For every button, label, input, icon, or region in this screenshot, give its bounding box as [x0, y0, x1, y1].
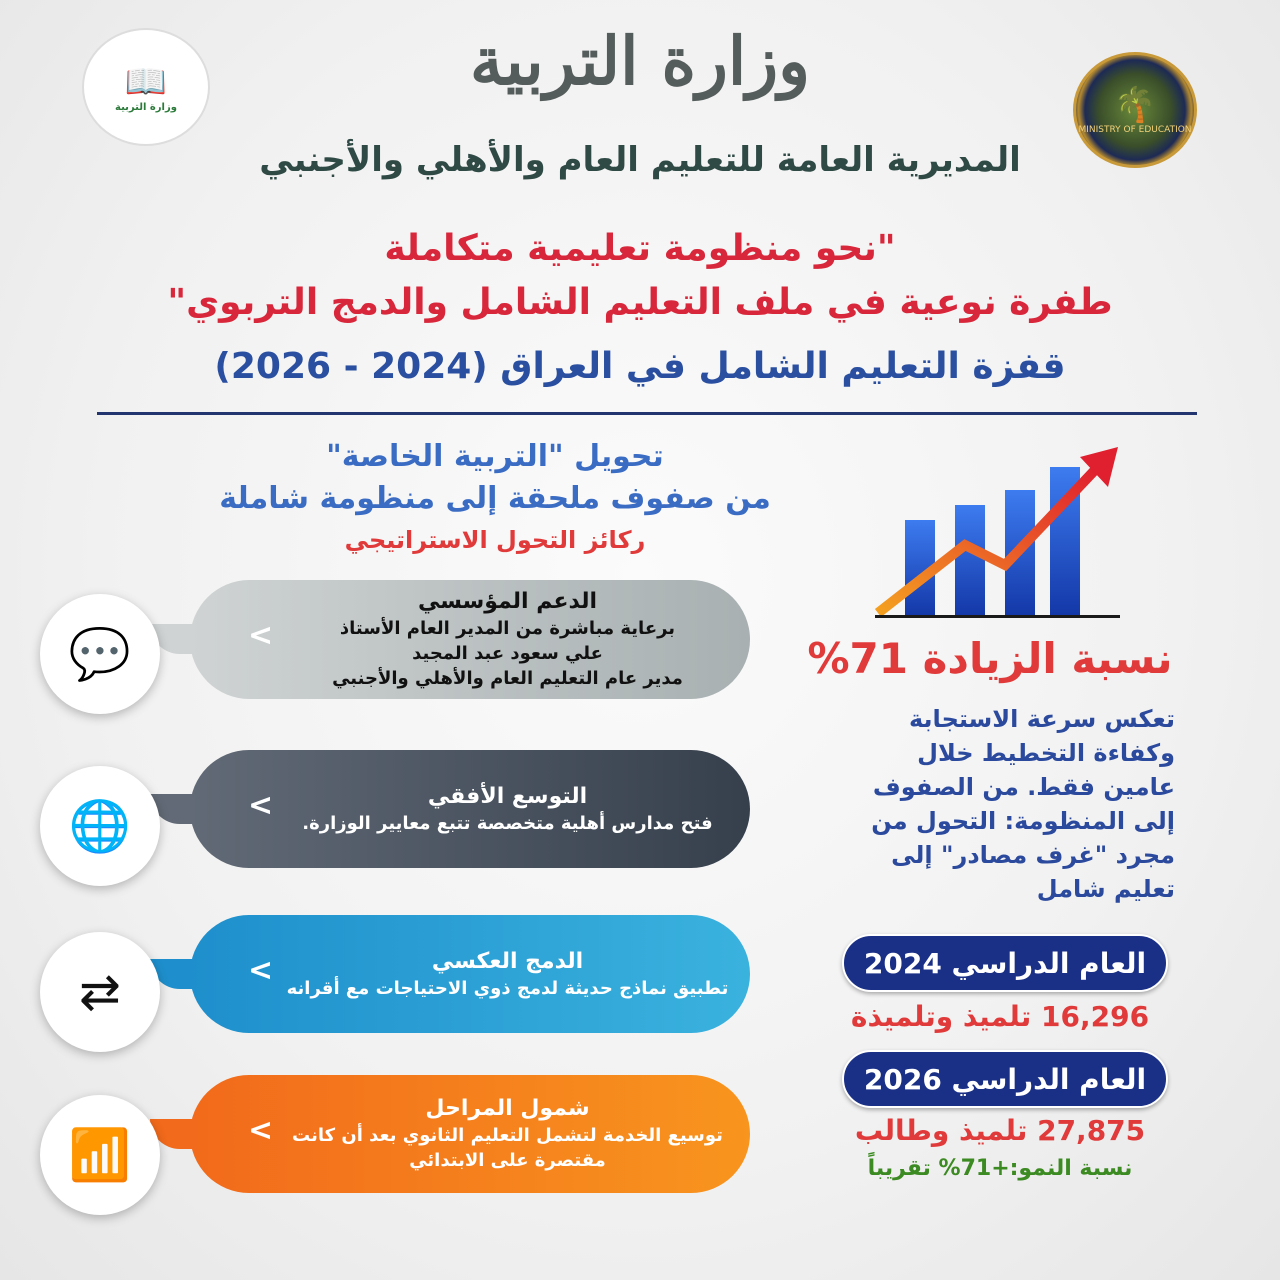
directorate-logo: 📖 وزارة التربية	[82, 28, 210, 146]
palm-tree-icon: 🌴	[1113, 85, 1157, 125]
chevron-left-icon: <	[248, 953, 274, 988]
pillar-stage-coverage	[190, 1075, 750, 1193]
pillar-text: تطبيق نماذج حديثة لدمج ذوي الاحتياجات مع أقرانه	[286, 977, 729, 999]
description-paragraph	[800, 702, 1175, 906]
pillar-text: علي سعود عبد المجيد	[412, 643, 603, 664]
ministry-seal: 🌴 MINISTRY OF EDUCATION	[1073, 52, 1197, 168]
pillar-title: شمول المراحل	[425, 1096, 590, 1121]
divider	[97, 412, 1197, 415]
books-people-icon: 📖	[124, 61, 168, 102]
pillar-text: برعاية مباشرة من المدير العام الأستاذ	[339, 618, 676, 639]
swap-arrows-icon: ⇄	[40, 932, 160, 1052]
heading-line-2: من صفوف ملحقة إلى منظومة شاملة	[219, 481, 771, 516]
chat-hand-icon: 💬	[40, 594, 160, 714]
pillar-text: مدير عام التعليم العام والأهلي والأجنبي	[332, 668, 683, 689]
chart-baseline	[875, 615, 1120, 618]
paragraph-line: وكفاءة التخطيط خلال	[917, 739, 1175, 767]
pillar-title: الدمج العكسي	[431, 948, 584, 974]
pillar-institutional-support	[190, 580, 750, 699]
chevron-left-icon: <	[248, 1113, 274, 1148]
title-line-3: قفزة التعليم الشامل في العراق (2024 - 2026)	[214, 346, 1066, 387]
pillar-title: التوسع الأفقي	[427, 783, 588, 809]
count-2026: 27,875 تلميذ وطالب	[854, 1114, 1146, 1147]
chart-bar	[955, 505, 985, 615]
heading-line-1: تحويل "التربية الخاصة"	[326, 439, 664, 474]
paragraph-line: عامين فقط. من الصفوف	[872, 773, 1175, 801]
paragraph-line: تعليم شامل	[1036, 875, 1175, 903]
growth-chart-icon	[870, 445, 1130, 620]
globe-arrows-icon: 🌐	[40, 766, 160, 886]
paragraph-line: إلى المنظومة: التحول من	[871, 807, 1175, 835]
pillar-reverse-inclusion	[190, 915, 750, 1033]
increase-rate: نسبة الزيادة 71%	[807, 634, 1173, 683]
chevron-left-icon: <	[248, 618, 274, 653]
pillar-text: توسيع الخدمة لتشمل التعليم الثانوي بعد أن كانت	[292, 1125, 723, 1146]
paragraph-line: مجرد "غرف مصادر" إلى	[891, 841, 1175, 869]
stairs-people-icon: 📶	[40, 1095, 160, 1215]
pillar-text: مقتصرة على الابتدائي	[409, 1150, 606, 1171]
count-2024: 16,296 تلميذ وتلميذة	[850, 1000, 1150, 1033]
pillar-horizontal-expansion	[190, 750, 750, 868]
growth-rate: نسبة النمو:+71% تقريباً	[867, 1156, 1133, 1181]
ministry-calligraphy: وزارة التربية	[470, 22, 810, 100]
year-2026-badge: العام الدراسي 2026	[842, 1050, 1168, 1108]
chevron-left-icon: <	[248, 788, 274, 823]
department-title: المديرية العامة للتعليم العام والأهلي والأجنبي	[259, 140, 1021, 180]
title-line-1: "نحو منظومة تعليمية متكاملة	[384, 228, 896, 269]
pillar-text: فتح مدارس أهلية متخصصة تتبع معايير الوزارة.	[302, 812, 713, 834]
section-heading	[190, 436, 800, 520]
pillar-title: الدعم المؤسسي	[417, 589, 598, 614]
paragraph-line: تعكس سرعة الاستجابة	[908, 705, 1175, 733]
section-subheading: ركائز التحول الاستراتيجي	[344, 526, 646, 554]
title-line-2: طفرة نوعية في ملف التعليم الشامل والدمج التربوي"	[167, 282, 1113, 323]
year-2024-badge: العام الدراسي 2024	[842, 934, 1168, 992]
